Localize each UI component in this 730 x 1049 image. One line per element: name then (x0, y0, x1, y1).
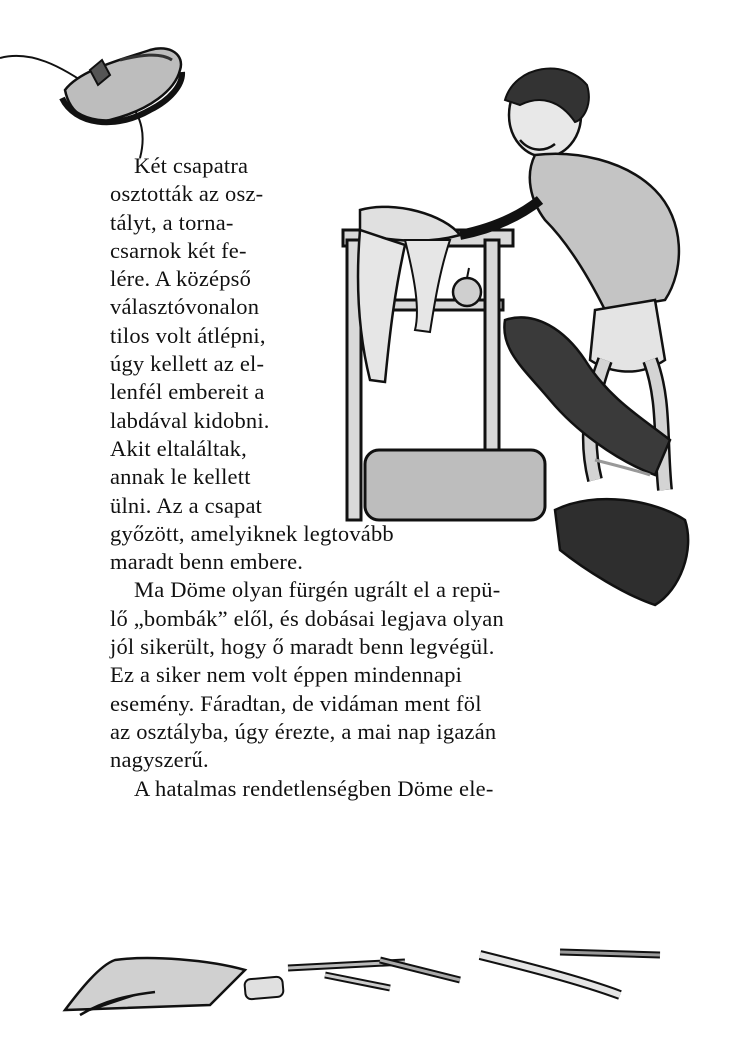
text-line: ülni. Az a csapat (110, 492, 263, 518)
text-line: Ez a siker nem volt éppen mindennapi (110, 662, 463, 688)
text-line: labdával kidobni. (110, 407, 270, 433)
text-line: annak le kellett (110, 464, 251, 490)
text-line: az osztályba, úgy érezte, a mai nap igazán (110, 718, 497, 744)
text-line: úgy kellett az el- (110, 351, 265, 377)
school-supplies-illustration (60, 940, 680, 1020)
text-line: osztották az osz- (110, 181, 264, 207)
text-line: nagyszerű. (110, 747, 209, 773)
text-line: A hatalmas rendetlenségben Döme ele- (134, 775, 494, 801)
text-line: győzött, amelyiknek legtovább (110, 520, 394, 546)
text-line: lenfél embereit a (110, 379, 265, 405)
text-line: tályt, a torna- (110, 209, 234, 235)
text-line: tilos volt átlépni, (110, 322, 266, 348)
text-line: lő „bombák” elől, és dobásai legjava olyan (110, 605, 504, 631)
text-line: Akit eltaláltak, (110, 435, 247, 461)
text-line: maradt benn embere. (110, 549, 304, 575)
text-line: csarnok két fe- (110, 237, 247, 263)
body-text (110, 152, 504, 803)
text-line: esemény. Fáradtan, de vidáman ment föl (110, 690, 482, 716)
text-line: Két csapatra (134, 153, 249, 178)
sneaker-illustration (0, 30, 200, 160)
text-line: Ma Döme olyan fürgén ugrált el a repü- (134, 577, 501, 603)
text-line: választóvonalon (110, 294, 260, 320)
text-line: lére. A középső (110, 266, 252, 292)
text-line: jól sikerült, hogy ő maradt benn legvégül. (110, 634, 495, 660)
